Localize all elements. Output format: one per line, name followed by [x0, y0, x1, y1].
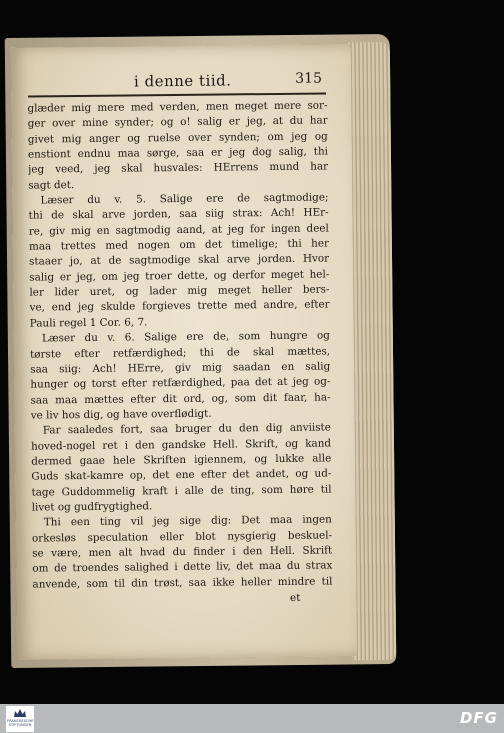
text-line: Far saaledes fort, saa bruger du den dig anviiste — [42, 421, 331, 437]
text-line: hoved-nogel ret i den gandske Hell. Skrift, og kand — [30, 436, 332, 453]
text-line: om de troendes salighed i dette liv, det maa du strax — [32, 559, 333, 575]
text-line: Pauli regel 1 Cor. 6, 7. — [29, 316, 148, 330]
text-line: thi de skal arve jorden, saa siig strax: Ach! HEr- — [28, 206, 329, 222]
text-line: glæder mig mere med verden, men meget mere sor- — [27, 99, 328, 115]
text-line: orkesløs speculation eller blot nysgierig beskuel- — [31, 529, 333, 545]
library-logo[interactable] — [6, 706, 34, 732]
text-line: saa siig: Ach! HErre, giv mig saadan en salig — [30, 360, 331, 376]
text-line: anvende, som til din trøst, saa ikke heller mindre til — [32, 575, 333, 591]
running-head — [28, 70, 328, 95]
text-line: staaer jo, at de sagtmodige skal arve jorden. Hvor — [29, 252, 330, 269]
text-line: tage Guddommelig kraft i alle de ting, som høre til — [31, 483, 332, 499]
text-line: sagt det. — [28, 178, 75, 192]
text-line: maa trettes med nogen om det timelige; thi her — [28, 237, 330, 253]
page-number: 315 — [295, 70, 323, 87]
text-line: se være, men alt hvad du finder i den Hell. Skrift — [32, 544, 333, 560]
text-line: ger over mine synder; og o! salig er jeg, at du har — [27, 114, 328, 130]
crown-icon — [14, 709, 26, 717]
text-line: ler lider uret, og lader mig meget heller bers- — [29, 283, 330, 299]
text-line: saa maa mættes efter dit ord, og, som dit faar, ha- — [30, 390, 331, 407]
catchword: et — [289, 591, 301, 605]
text-line: dermed gaae hele Skriften igiennem, og lukke alle — [31, 452, 332, 468]
dfg-logo[interactable]: DFG — [459, 709, 498, 727]
library-logo-text: FRANCKESCHE STIFTUNGEN — [7, 719, 34, 728]
text-line: givet mig anger og ruelse over synden; om jeg og — [27, 130, 328, 146]
text-line: Guds skat-kamre op, det ene efter det andet, og ud- — [31, 467, 332, 483]
text-line: enstiont endnu maa sørge, saa er jeg dog salig, thi — [27, 145, 329, 161]
text-line: re, giv mig en sagtmodig aand, at jeg for ingen deel — [28, 222, 329, 238]
text-line: Thi een ting vil jeg sige dig: Det maa ingen — [43, 513, 332, 529]
text-line: salig er jeg, om jeg troer dette, og derfor meget hel- — [29, 268, 330, 284]
page-text — [27, 98, 332, 592]
text-line: livet og gudfrygtighed. — [31, 500, 153, 514]
text-line: Læser du v. 5. Salige ere de sagtmodige; — [40, 191, 329, 207]
text-line: ve liv hos dig, og have overflødigt. — [30, 407, 212, 422]
viewer-footer — [0, 704, 504, 733]
running-title: i denne tiid. — [133, 71, 232, 91]
text-line: Læser du v. 6. Salige ere de, som hungre og — [41, 329, 330, 345]
text-line: jeg veed, jeg skal husvales: HErrens mund har — [28, 160, 329, 176]
text-line: tørste efter retfærdighed; thi de skal mættes, — [30, 344, 331, 361]
text-line: ve, end jeg skulde forgieves trette med andre, efter — [29, 298, 330, 315]
text-line: hunger og torst efter retfærdighed, paa det at jeg og- — [30, 375, 331, 391]
